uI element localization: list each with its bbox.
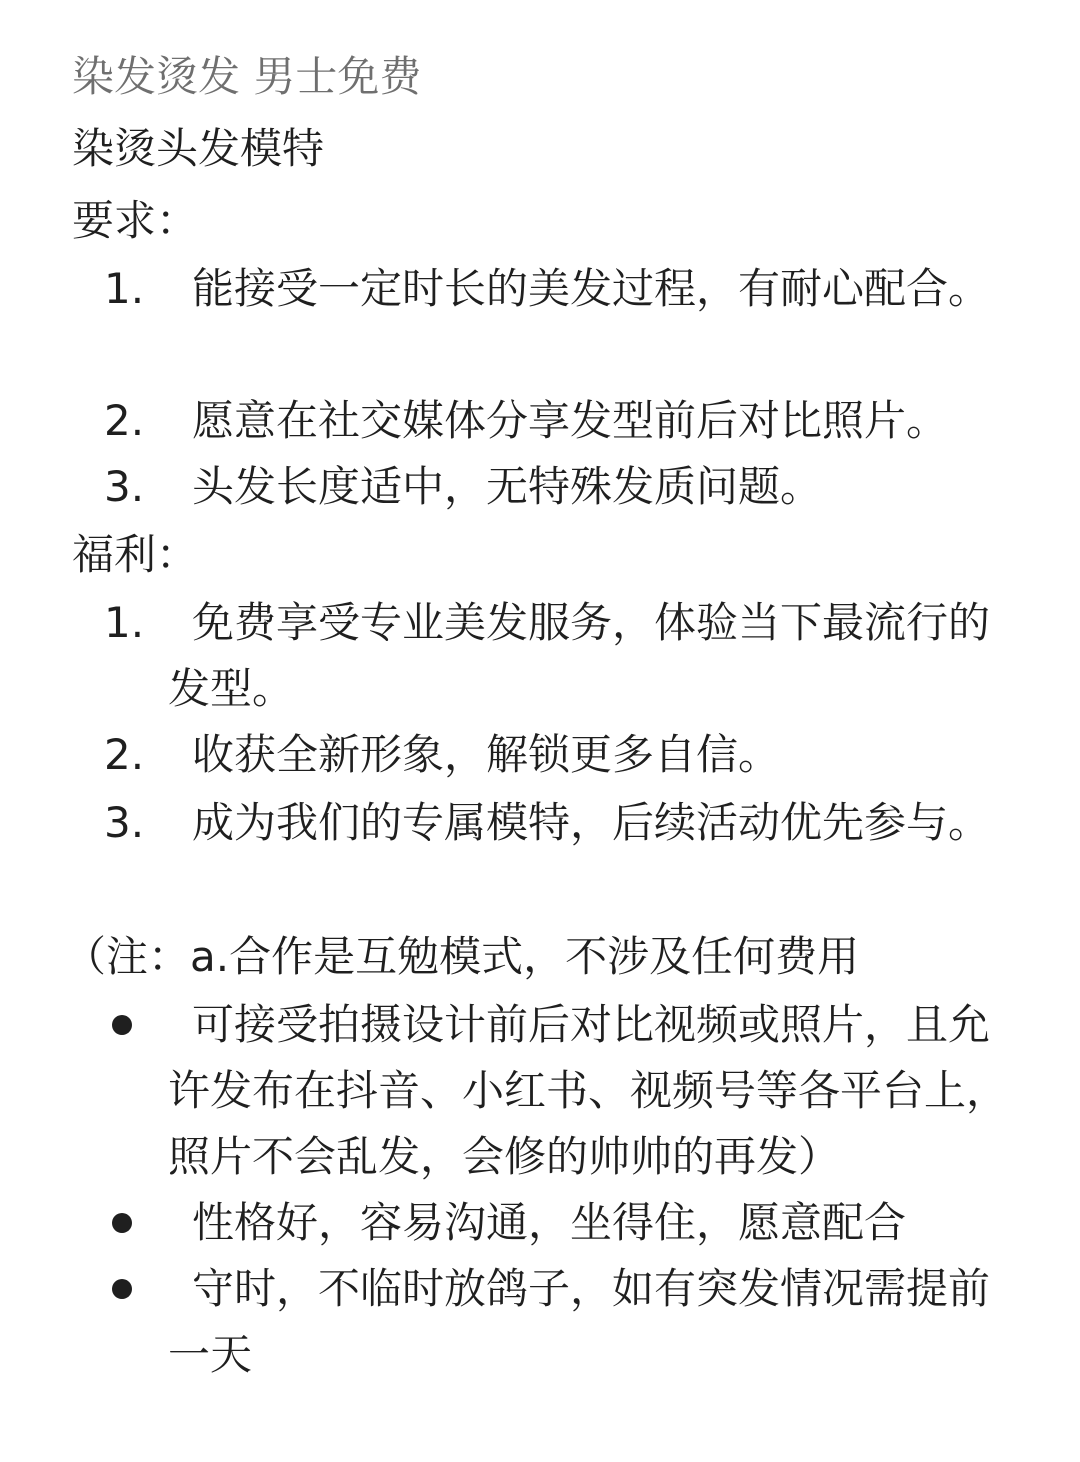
benefit-text: 收获全新形象，解锁更多自信。 xyxy=(192,730,781,779)
requirement-text: 愿意在社交媒体分享发型前后对比照片。 xyxy=(192,396,949,445)
list-number: 3. xyxy=(104,462,145,511)
requirement-text: 头发长度适中，无特殊发质问题。 xyxy=(192,462,823,511)
note-text: 守时，不临时放鸽子，如有突发情况需提前一天 xyxy=(168,1264,991,1379)
requirement-text: 能接受一定时长的美发过程，有耐心配合。 xyxy=(192,264,991,313)
benefits-heading: 福利： xyxy=(72,530,199,579)
notes-heading: （注：a.合作是互勉模式，不涉及任何费用 xyxy=(64,932,860,981)
bullet-icon xyxy=(112,1015,132,1035)
bullet-icon xyxy=(112,1213,132,1233)
list-number: 2. xyxy=(104,396,145,445)
list-number: 3. xyxy=(104,798,145,847)
list-number: 1. xyxy=(104,598,145,647)
list-number: 2. xyxy=(104,730,145,779)
page-title: 染烫头发模特 xyxy=(72,124,325,173)
note-text: 性格好，容易沟通，坐得住，愿意配合 xyxy=(192,1198,907,1247)
requirements-heading: 要求： xyxy=(72,196,199,245)
list-number: 1. xyxy=(104,264,145,313)
note-text: 可接受拍摄设计前后对比视频或照片，且允许发布在抖音、小红书、视频号等各平台上，照片不会乱发，会修的帅帅的再发） xyxy=(168,1000,1009,1181)
benefit-text: 成为我们的专属模特，后续活动优先参与。 xyxy=(192,798,991,847)
benefit-text: 免费享受专业美发服务，体验当下最流行的发型。 xyxy=(168,598,991,713)
page-subtitle: 染发烫发 男士免费 xyxy=(72,52,422,101)
bullet-icon xyxy=(112,1279,132,1299)
